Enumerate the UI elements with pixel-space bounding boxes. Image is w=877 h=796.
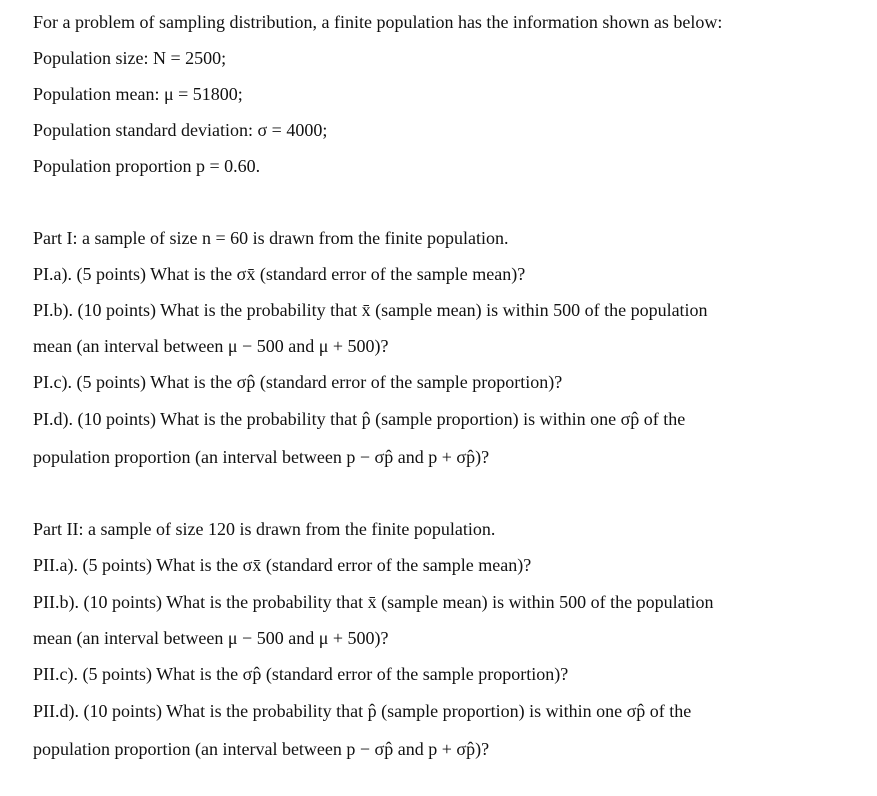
part2-question-b-line1: PII.b). (10 points) What is the probability that x̄ (sample mean) is within 500 of the population (33, 592, 714, 612)
part2-question-a: PII.a). (5 points) What is the σx̄ (standard error of the sample mean)? (33, 555, 532, 575)
part1-question-d-line1: PI.d). (10 points) What is the probability that p̂ (sample proportion) is within one σp̂ of the (33, 409, 686, 429)
part2-question-d-line2: population proportion (an interval between p − σp̂ and p + σp̂)? (33, 739, 490, 759)
part1-header: Part I: a sample of size n = 60 is drawn from the finite population. (33, 228, 509, 248)
population-proportion: Population proportion p = 0.60. (33, 156, 261, 176)
part1-question-c: PI.c). (5 points) What is the σp̂ (standard error of the sample proportion)? (33, 372, 563, 392)
population-size: Population size: N = 2500; (33, 48, 227, 68)
part1-question-b-line2: mean (an interval between μ − 500 and μ + 500)? (33, 336, 389, 356)
population-mean: Population mean: μ = 51800; (33, 84, 243, 104)
part2-question-c: PII.c). (5 points) What is the σp̂ (standard error of the sample proportion)? (33, 664, 569, 684)
part2-question-b-line2: mean (an interval between μ − 500 and μ + 500)? (33, 628, 389, 648)
part1-question-d-line2: population proportion (an interval between p − σp̂ and p + σp̂)? (33, 447, 490, 467)
intro-text: For a problem of sampling distribution, a finite population has the information shown as below: (33, 12, 723, 32)
population-std-dev: Population standard deviation: σ = 4000; (33, 120, 328, 140)
part2-header: Part II: a sample of size 120 is drawn from the finite population. (33, 519, 496, 539)
part1-question-a: PI.a). (5 points) What is the σx̄ (standard error of the sample mean)? (33, 264, 526, 284)
part2-question-d-line1: PII.d). (10 points) What is the probability that p̂ (sample proportion) is within one σp̂ of the (33, 701, 692, 721)
part1-question-b-line1: PI.b). (10 points) What is the probability that x̄ (sample mean) is within 500 of the population (33, 300, 708, 320)
